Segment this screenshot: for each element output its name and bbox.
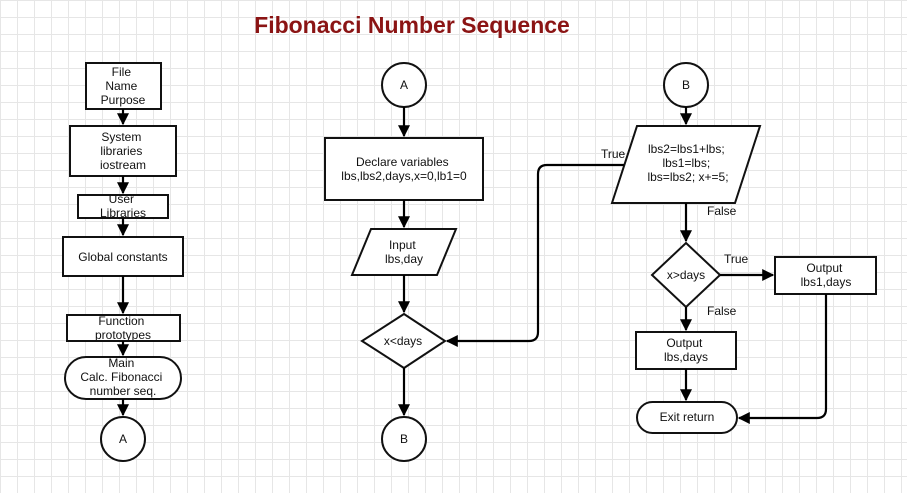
user-libraries-box[interactable] [78,192,168,220]
connector-a-mid-label: A [399,78,409,92]
connector-b-right-label: B [681,78,691,92]
function-prototypes-line: prototypes [94,328,152,342]
svg-text:Input lbs,day [385,238,423,266]
header-box-line: File [111,65,131,79]
global-constants-label: Global constants [78,250,168,264]
edge-label-true: True [601,147,626,161]
system-libraries-line: libraries [100,144,143,158]
svg-text:Function prototypes [95,314,151,342]
connector-b-right[interactable] [664,63,708,107]
global-constants-box[interactable] [63,237,183,276]
output-lbs-days-box[interactable] [636,332,736,369]
declare-variables-box[interactable] [325,138,483,200]
system-libraries-box[interactable] [70,126,176,176]
output-lbs1-days-box[interactable] [775,257,876,294]
compute-parallelogram[interactable] [612,126,760,203]
exit-return-label: Exit return [659,410,715,424]
main-terminator-line: Main [108,356,135,370]
edge-output1-to-exit [739,294,826,418]
edge-label-true: True [724,252,749,266]
declare-variables-line: lbs,lbs2,days,x=0,lb1=0 [341,169,467,183]
header-box-line: Purpose [100,93,146,107]
compute-line: lbs2=lbs1+lbs; [647,142,725,156]
output-lbs-days-line: lbs,days [663,350,709,364]
diagram-title: Fibonacci Number Sequence [254,12,570,38]
compute-line: lbs=lbs2; x+=5; [647,170,729,184]
output-lbs1-days-line: Output [806,261,843,275]
connector-a-mid[interactable] [382,63,426,107]
input-line: lbs,day [384,252,424,266]
edge-label-false: False [707,304,737,318]
connector-b-mid-label: B [399,432,409,446]
main-terminator-line: Calc. Fibonacci [80,370,163,384]
svg-text:Output lbs,days [664,336,708,364]
connector-a-left[interactable] [101,417,145,461]
system-libraries-line: System [101,130,142,144]
decision-x-lt-days-label: x<days [383,334,423,348]
user-libraries-line: User [108,192,134,206]
header-box[interactable] [86,63,161,109]
function-prototypes-box[interactable] [67,314,180,342]
decision-x-lt-days[interactable] [362,314,445,368]
input-line: Input [388,238,416,252]
svg-text:Declare variables lbs,lb [341,155,467,183]
compute-line: lbs1=lbs; [662,156,711,170]
system-libraries-line: iostream [99,158,147,172]
decision-x-gt-days[interactable] [652,243,720,307]
function-prototypes-line: Function [98,314,145,328]
exit-return-terminator[interactable] [637,402,737,433]
decision-x-gt-days-label: x>days [666,268,706,282]
declare-variables-line: Declare variables [355,155,449,169]
output-lbs-days-line: Output [666,336,703,350]
main-terminator-line: number seq. [89,384,157,398]
svg-text:System libraries i [100,130,146,172]
edge-label-false: False [707,204,737,218]
connector-b-mid[interactable] [382,417,426,461]
user-libraries-line: Libraries [99,206,147,220]
input-parallelogram[interactable] [352,229,456,275]
svg-text:Output lbs1,days [801,261,852,289]
connector-a-left-label: A [118,432,128,446]
header-box-line: Name [105,79,138,93]
main-terminator[interactable] [65,356,181,399]
output-lbs1-days-line: lbs1,days [800,275,852,289]
